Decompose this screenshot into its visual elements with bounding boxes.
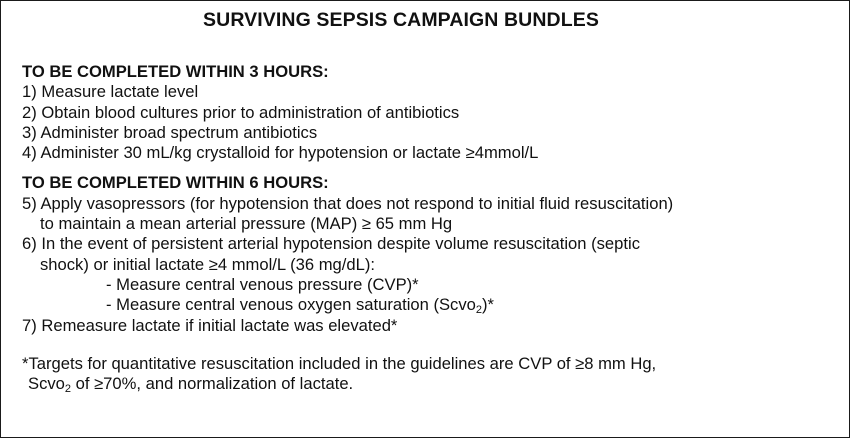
footnote-gap [22, 336, 673, 354]
footnote-line-1: *Targets for quantitative resuscitation included in the guidelines are CVP of ≥8 mm Hg, [22, 353, 657, 373]
bundle-item-5-line-2: to maintain a mean arterial pressure (MAP) ≥ 65 mm Hg [40, 214, 453, 234]
title-text: SURVIVING SEPSIS CAMPAIGN BUNDLES [203, 9, 599, 31]
section-6-hours-heading: TO BE COMPLETED WITHIN 6 HOURS: [22, 173, 329, 193]
footnote-rest: of ≥70%, and normalization of lactate. [71, 374, 354, 394]
bundle-item-6-line-1: 6) In the event of persistent arterial hypotension despite volume resuscitation (septic [22, 234, 640, 254]
bundle-item-6-line-2: shock) or initial lactate ≥4 mmol/L (36 mg/dL): [40, 254, 375, 274]
footnote-scvo2: Scvo [28, 374, 65, 394]
section-gap [22, 163, 673, 173]
bundle-item-6-sub-cvp: - Measure central venous pressure (CVP)* [106, 274, 419, 294]
scvo2-subscript: 2 [475, 304, 482, 317]
bundle-item-3: 3) Administer broad spectrum antibiotics [22, 122, 318, 142]
bundle-content [22, 62, 673, 394]
bundle-item-7: 7) Remeasure lactate if initial lactate was elevated* [22, 315, 398, 335]
footnote-line-2 [22, 374, 673, 394]
bundle-item-6-sub-scvo2 [22, 295, 673, 315]
section-3-hours-heading: TO BE COMPLETED WITHIN 3 HOURS: [22, 62, 329, 81]
scvo2-suffix: )* [481, 295, 494, 315]
bundle-item-1: 1) Measure lactate level [22, 82, 199, 102]
page-title [0, 9, 850, 32]
bundle-item-4: 4) Administer 30 mL/kg crystalloid for hypotension or lactate ≥4mmol/L [22, 143, 539, 163]
bundle-item-2: 2) Obtain blood cultures prior to administration of antibiotics [22, 102, 460, 122]
scvo2-text: - Measure central venous oxygen saturation (Scvo [106, 295, 476, 315]
bundle-item-5-line-1: 5) Apply vasopressors (for hypotension that does not respond to initial fluid resuscitation) [22, 193, 674, 213]
footnote-subscript: 2 [64, 383, 72, 396]
